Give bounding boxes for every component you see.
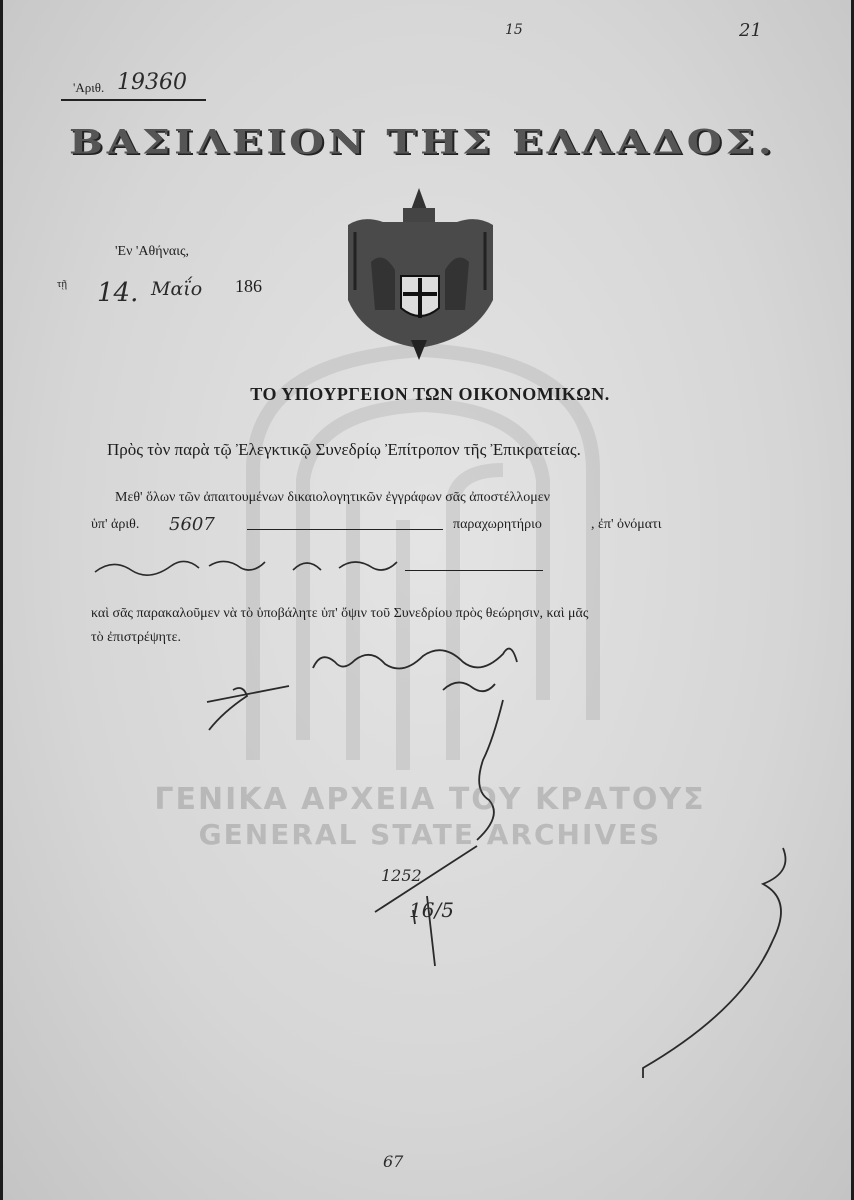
addressee-line: Πρὸς τὸν παρὰ τῷ Ἐλεγκτικῷ Συνεδρίῳ Ἐπίτροπον τῆς Ἐπικρατείας. bbox=[107, 440, 581, 459]
ministry-heading: ΤΟ ΥΠΟΥΡΓΕΙΟΝ ΤΩΝ ΟΙΚΟΝΟΜΙΚΩΝ. bbox=[250, 384, 610, 404]
body-line-2-start: ὑπ' ἀριθ. bbox=[91, 517, 140, 532]
annotation-date: 16/5 bbox=[409, 898, 454, 922]
watermark-english: GENERAL STATE ARCHIVES bbox=[198, 818, 662, 851]
body-line-4: καὶ σᾶς παρακαλοῦμεν νὰ τὸ ὑποβάλητε ὑπ' ὄψιν τοῦ Συνεδρίου πρὸς θεώρησιν, καὶ μᾶς bbox=[91, 606, 589, 621]
reference-label: 'Αριθ. bbox=[73, 80, 105, 95]
page-number: 67 bbox=[383, 1152, 404, 1171]
watermark-greek: ΓΕΝΙΚΑ ΑΡΧΕΙΑ ΤΟΥ ΚΡΑΤΟΥΣ bbox=[154, 782, 706, 817]
date-month: Μαΐο bbox=[151, 278, 203, 300]
body-line-1: Μεθ' ὅλων τῶν ἀπαιτουμένων δικαιολογητικῶν ἐγγράφων σᾶς ἀποστέλλομεν bbox=[115, 490, 550, 505]
permit-number: 5607 bbox=[169, 514, 215, 535]
date-prefix: τῇ bbox=[57, 278, 68, 290]
body-line-2-end: , ἐπ' ὀνόματι bbox=[591, 517, 662, 532]
date-day: 14. bbox=[97, 278, 139, 308]
body-line-2-middle: παραχωρητήριο bbox=[453, 517, 542, 532]
annotation-number: 1252 bbox=[381, 866, 422, 885]
reference-number: 19360 bbox=[117, 70, 187, 95]
date-year: 186 bbox=[235, 276, 262, 296]
place-of-issue: 'Εν 'Αθήναις, bbox=[115, 244, 190, 259]
signature-strokes bbox=[3, 0, 854, 1200]
kingdom-title: ΒΑΣΙΛΕΙΟΝ ΤΗΣ ΕΛΛΑΔΟΣ. bbox=[69, 122, 776, 162]
body-line-5: τὸ ἐπιστρέψητε. bbox=[91, 630, 181, 645]
corner-annotation-right: 21 bbox=[739, 20, 762, 41]
corner-annotation-top: 15 bbox=[505, 22, 523, 38]
